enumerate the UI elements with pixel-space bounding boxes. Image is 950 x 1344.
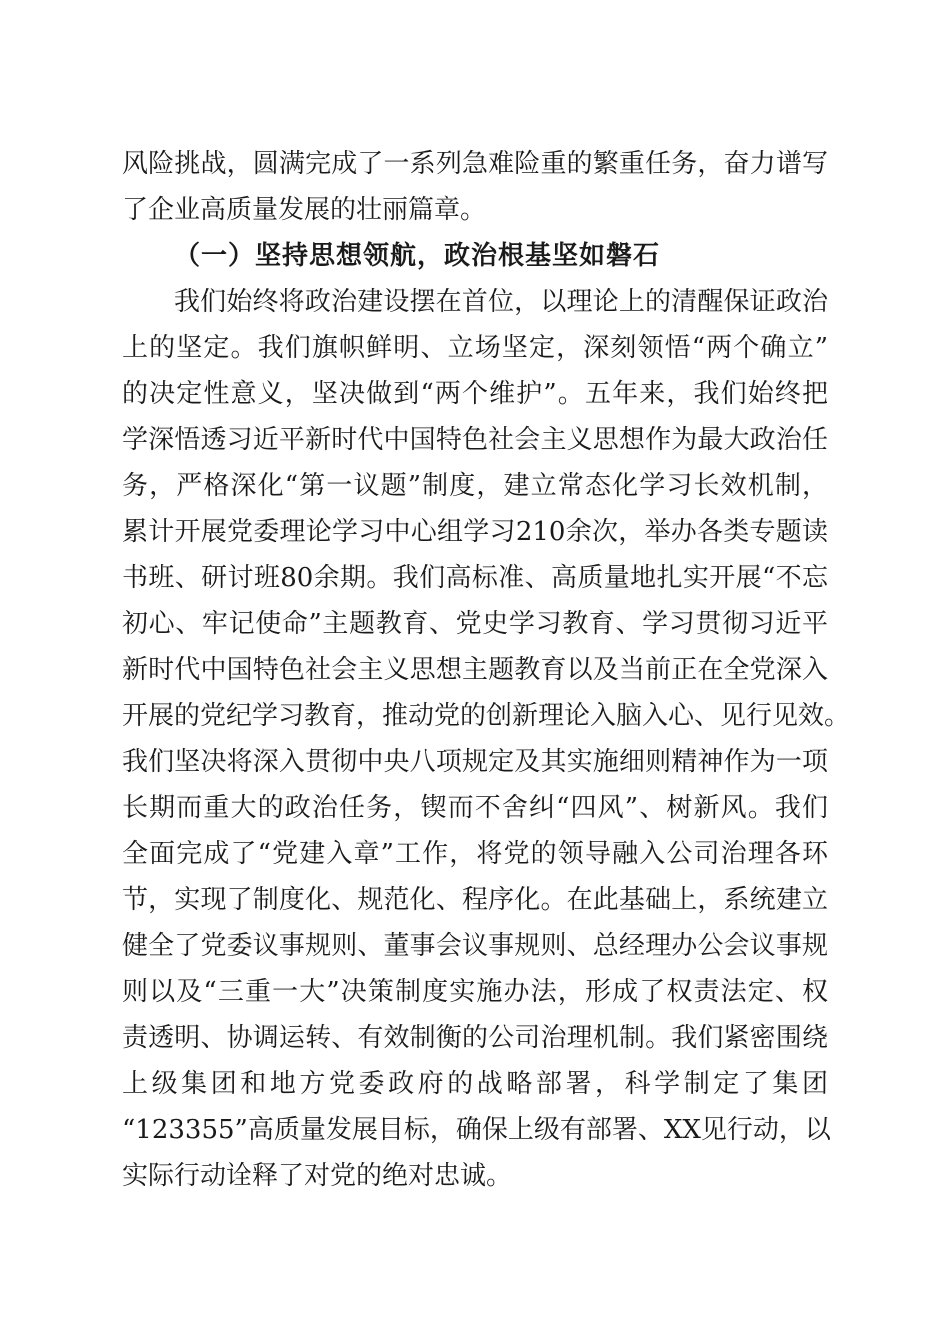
paragraph-line-5: 务，严格深化“第一议题”制度，建立常态化学习长效机制， [122, 471, 828, 501]
paragraph-line-8: 初心、牢记使命”主题教育、党史学习教育、学习贯彻习近平 [122, 609, 828, 639]
document-body [122, 141, 851, 1199]
paragraph-line-18: 上级集团和地方党委政府的战略部署，科学制定了集团 [122, 1069, 828, 1099]
paragraph-line-1: 我们始终将政治建设摆在首位，以理论上的清醒保证政治 [174, 287, 828, 317]
paragraph-line-4: 学深悟透习近平新时代中国特色社会主义思想作为最大政治任 [122, 425, 828, 455]
paragraph-line-14: 节，实现了制度化、规范化、程序化。在此基础上，系统建立 [122, 885, 828, 915]
paragraph-line-10: 开展的党纪学习教育，推动党的创新理论入脑入心、见行见效。 [122, 701, 851, 731]
paragraph-line-13: 全面完成了“党建入章”工作，将党的领导融入公司治理各环 [122, 839, 828, 869]
section-heading: （一）坚持思想领航，政治根基坚如磐石 [174, 241, 661, 271]
paragraph-line-7: 书班、研讨班80余期。我们高标准、高质量地扎实开展“不忘 [122, 563, 828, 593]
paragraph-line-11: 我们坚决将深入贯彻中央八项规定及其实施细则精神作为一项 [122, 747, 828, 777]
paragraph-line-6: 累计开展党委理论学习中心组学习210余次，举办各类专题读 [122, 517, 828, 547]
paragraph-line-12: 长期而重大的政治任务，锲而不舍纠“四风”、树新风。我们 [122, 793, 828, 823]
paragraph-line-19: “123355”高质量发展目标，确保上级有部署、XX见行动，以 [122, 1115, 831, 1145]
paragraph-line-3: 的决定性意义，坚决做到“两个维护”。五年来，我们始终把 [122, 379, 828, 409]
paragraph-line-17: 责透明、协调运转、有效制衡的公司治理机制。我们紧密围绕 [122, 1023, 828, 1053]
paragraph-line-15: 健全了党委议事规则、董事会议事规则、总经理办公会议事规 [122, 931, 828, 961]
paragraph-line-2: 上的坚定。我们旗帜鲜明、立场坚定，深刻领悟“两个确立” [122, 333, 828, 363]
paragraph-line-9: 新时代中国特色社会主义思想主题教育以及当前正在全党深入 [122, 655, 828, 685]
intro-line-1: 风险挑战，圆满完成了一系列急难险重的繁重任务，奋力谱写 [122, 149, 828, 179]
paragraph-line-16: 则以及“三重一大”决策制度实施办法，形成了权责法定、权 [122, 977, 828, 1007]
paragraph-line-20: 实际行动诠释了对党的绝对忠诚。 [122, 1161, 513, 1191]
intro-line-2: 了企业高质量发展的壮丽篇章。 [122, 195, 487, 225]
